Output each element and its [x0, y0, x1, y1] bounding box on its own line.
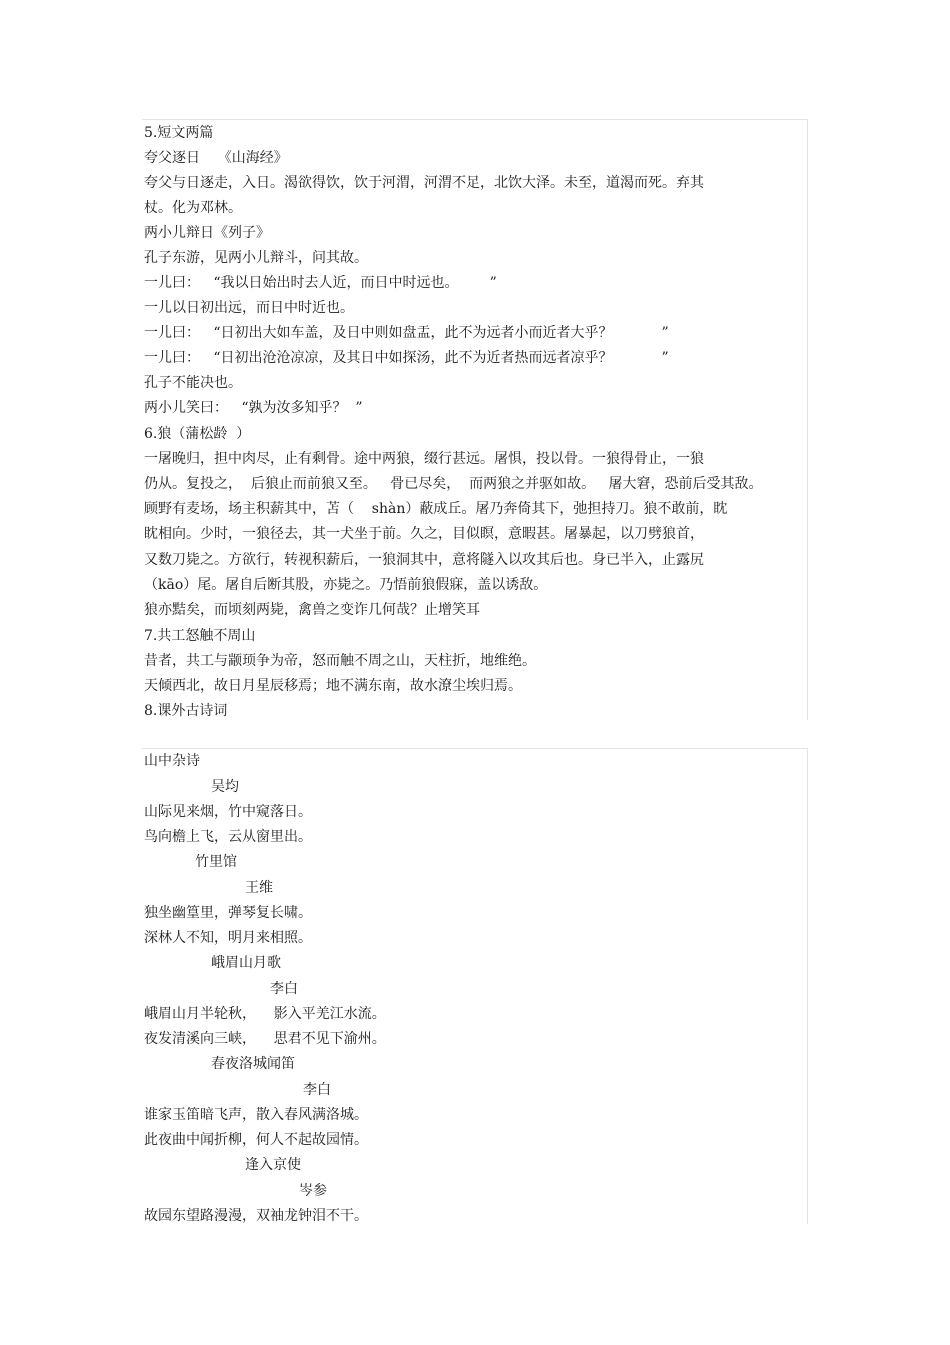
poem-title: 山中杂诗	[144, 753, 200, 769]
text-line: 两小儿笑曰： “孰为汝多知乎？ ”	[144, 400, 363, 416]
poem-line: 鸟向檐上飞，云从窗里出。	[144, 829, 312, 845]
text-line: 昔者，共工与颛顼争为帝，怒而触不周之山，天柱折，地维绝。	[144, 653, 536, 669]
poem-author: 王维	[245, 880, 273, 896]
text-line: （kāo）尾。屠自后断其股，亦毙之。乃悟前狼假寐，盖以诱敌。	[144, 577, 548, 593]
text-line: 天倾西北，故日月星辰移焉；地不满东南，故水潦尘埃归焉。	[144, 678, 522, 694]
text-title: 两小儿辩日《列子》	[144, 225, 270, 241]
poem-author: 李白	[270, 981, 298, 997]
section-heading: 5.短文两篇	[144, 125, 214, 141]
text-title: 夸父逐日 《山海经》	[144, 150, 288, 166]
text-line: 一屠晚归，担中肉尽，止有剩骨。途中两狼，缀行甚远。屠惧，投以骨。一狼得骨止，一狼	[144, 451, 704, 467]
poem-title: 逢入京使	[245, 1157, 301, 1173]
text-line: 孔子东游，见两小儿辩斗，问其故。	[144, 250, 368, 266]
text-line: 杖。化为邓林。	[144, 200, 242, 216]
poem-title: 春夜洛城闻笛	[211, 1056, 295, 1072]
poem-author: 岑参	[299, 1183, 327, 1199]
poem-line: 山际见来烟，竹中窥落日。	[144, 804, 312, 820]
poem-title: 峨眉山月歌	[211, 955, 281, 971]
text-line: 孔子不能决也。	[144, 375, 242, 391]
text-line: 一儿曰： “我以日始出时去人近，而日中时远也。 ”	[144, 275, 497, 291]
poem-line: 夜发清溪向三峡， 思君不见下渝州。	[144, 1031, 386, 1047]
text-page-1	[142, 119, 808, 720]
text-line: 夸父与日逐走，入日。渴欲得饮，饮于河渭，河渭不足，北饮大泽。未至，道渴而死。弃其	[144, 175, 704, 191]
section-heading: 7.共工怒触不周山	[144, 628, 256, 644]
poem-line: 峨眉山月半轮秋， 影入平羌江水流。	[144, 1006, 386, 1022]
poem-line: 故园东望路漫漫，双袖龙钟泪不干。	[144, 1208, 368, 1224]
text-line: 眈相向。少时，一狼径去，其一犬坐于前。久之，目似瞑，意暇甚。屠暴起，以刀劈狼首，	[144, 526, 704, 542]
text-line: 一儿曰： “日初出沧沧凉凉，及其日中如探汤，此不为近者热而远者凉乎？ ”	[144, 350, 669, 366]
poem-author: 吴均	[211, 779, 239, 795]
text-line: 一儿曰： “日初出大如车盖，及日中则如盘盂，此不为远者小而近者大乎？ ”	[144, 325, 669, 341]
text-line: 顾野有麦场，场主积薪其中，苫（ shàn）蔽成丘。屠乃奔倚其下，弛担持刀。狼不敢前，眈	[144, 501, 728, 517]
section-heading: 8.课外古诗词	[144, 703, 228, 719]
text-line: 一儿以日初出远，而日中时近也。	[144, 300, 354, 316]
poem-line: 深林人不知，明月来相照。	[144, 930, 312, 946]
text-line: 又数刀毙之。方欲行，转视积薪后，一狼洞其中，意将隧入以攻其后也。身已半入，止露尻	[144, 552, 704, 568]
poem-line: 此夜曲中闻折柳，何人不起故园情。	[144, 1132, 368, 1148]
text-line: 仍从。复投之， 后狼止而前狼又至。 骨已尽矣， 而两狼之并驱如故。 屠大窘，恐前后受其敌。	[144, 476, 763, 492]
poem-title: 竹里馆	[195, 854, 237, 870]
poem-line: 独坐幽篁里，弹琴复长啸。	[144, 905, 312, 921]
section-heading: 6.狼（蒲松龄 ）	[144, 426, 251, 442]
text-page-2	[142, 748, 808, 1224]
poem-line: 谁家玉笛暗飞声，散入春风满洛城。	[144, 1107, 368, 1123]
poem-author: 李白	[303, 1082, 331, 1098]
text-line: 狼亦黠矣，而顷刻两毙，禽兽之变诈几何哉？止增笑耳	[144, 602, 480, 618]
